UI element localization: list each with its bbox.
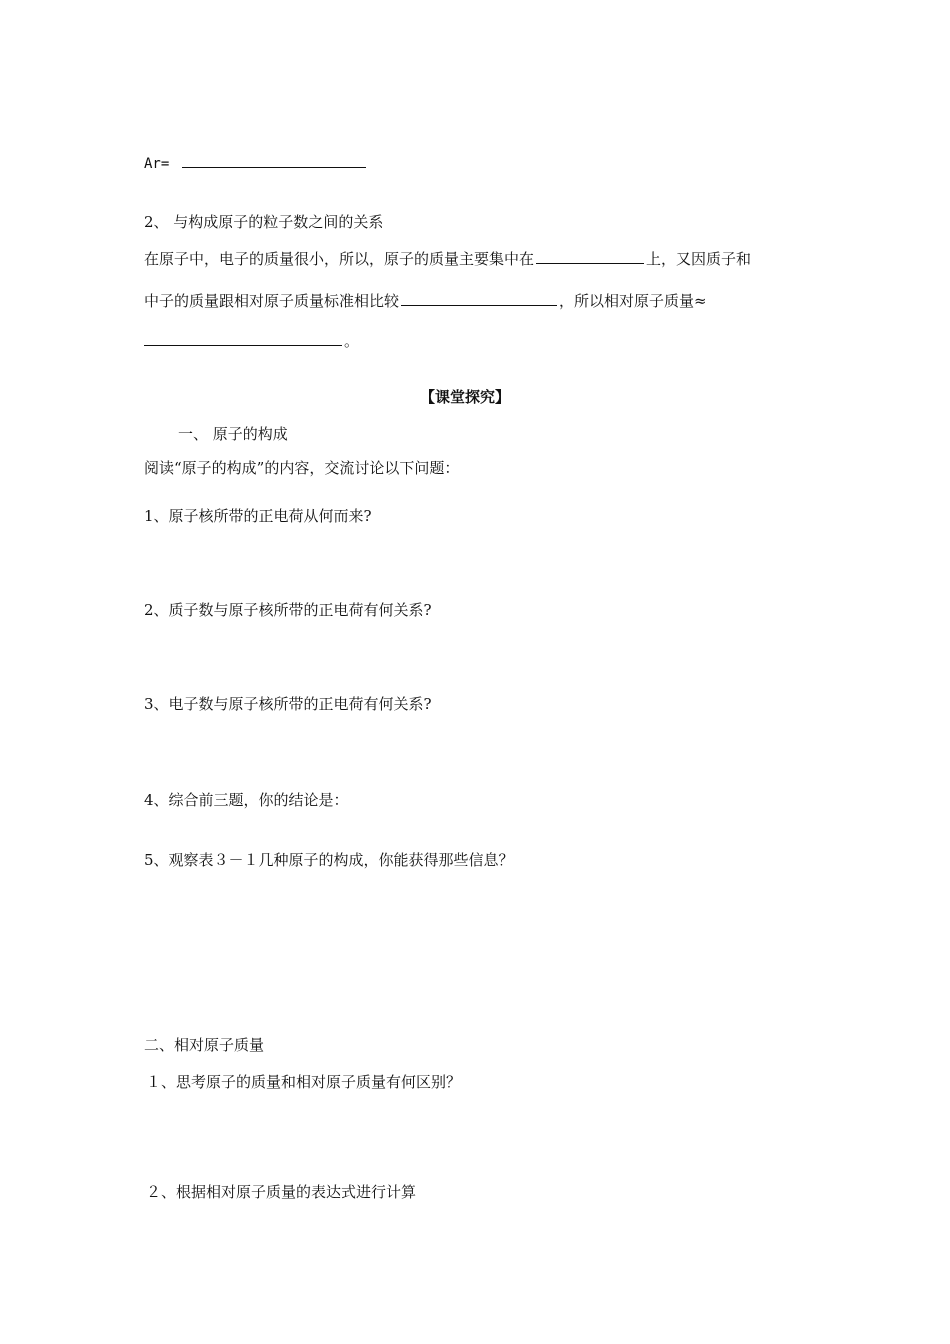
formula-line xyxy=(144,152,368,174)
relation-paragraph-line-1 xyxy=(144,248,751,269)
blank-approx-mass[interactable] xyxy=(144,330,342,346)
blank-comparison[interactable] xyxy=(401,290,557,306)
relation-text-1b: 上，又因质子和 xyxy=(646,250,752,268)
part1-title: 一、 原子的构成 xyxy=(178,425,288,443)
question-1: 1、原子核所带的正电荷从何而来? xyxy=(144,507,372,525)
classroom-heading: 【课堂探究】 xyxy=(420,388,511,406)
section-relation-title: 2、 与构成原子的粒子数之间的关系 xyxy=(144,213,384,231)
relation-text-2a: 中子的质量跟相对原子质量标准相比较 xyxy=(144,292,400,310)
blank-mass-concentration[interactable] xyxy=(536,248,644,264)
part2-question-2: ２、根据相对原子质量的表达式进行计算 xyxy=(146,1183,417,1201)
question-4: 4、综合前三题，你的结论是： xyxy=(144,791,349,809)
question-3: 3、电子数与原子核所带的正电荷有何关系? xyxy=(144,695,432,713)
formula-label: Ar= xyxy=(144,156,170,172)
relation-paragraph-line-2 xyxy=(144,290,707,311)
relation-text-3-end: 。 xyxy=(344,332,360,350)
formula-blank[interactable] xyxy=(182,152,366,168)
part2-question-1: １、思考原子的质量和相对原子质量有何区别？ xyxy=(146,1073,462,1091)
part2-title: 二、相对原子质量 xyxy=(144,1036,265,1054)
question-2: 2、质子数与原子核所带的正电荷有何关系? xyxy=(144,601,432,619)
question-5: 5、观察表３－１几种原子的构成，你能获得那些信息？ xyxy=(144,851,514,869)
relation-paragraph-line-3 xyxy=(144,330,359,351)
part1-intro: 阅读“原子的构成”的内容，交流讨论以下问题： xyxy=(144,459,460,477)
relation-text-2b: ，所以相对原子质量≈ xyxy=(559,292,707,310)
relation-text-1a: 在原子中，电子的质量很小，所以，原子的质量主要集中在 xyxy=(144,250,535,268)
